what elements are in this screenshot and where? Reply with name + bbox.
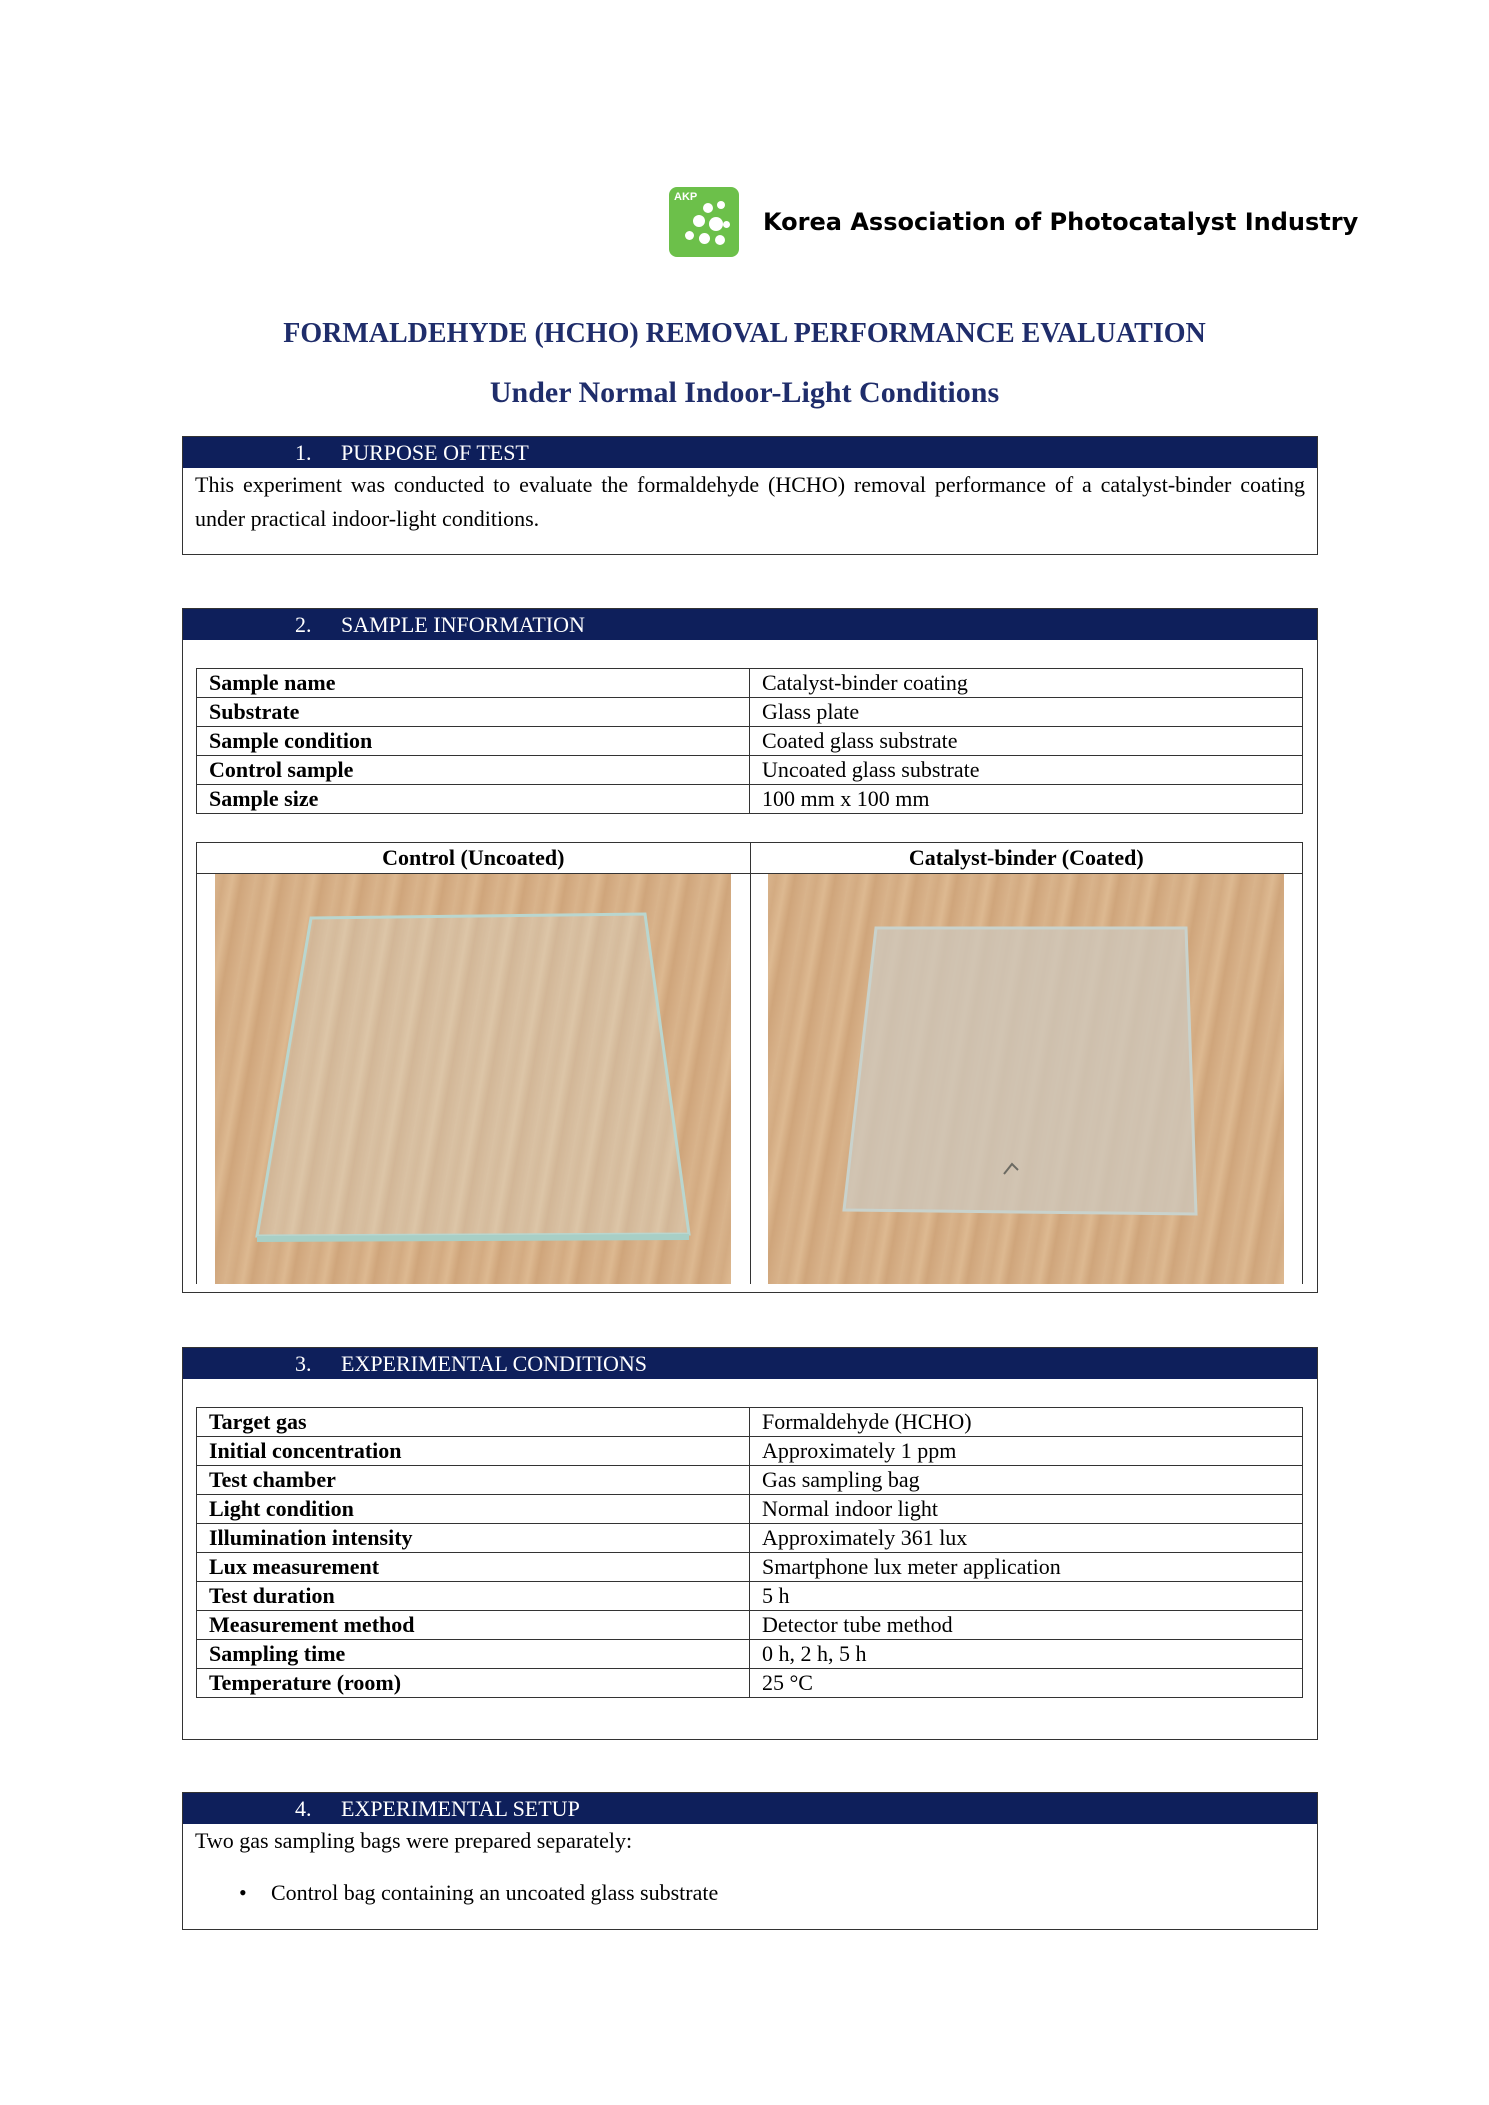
section-purpose	[182, 436, 1318, 555]
row-key: Illumination intensity	[197, 1524, 750, 1553]
table-row	[197, 1582, 1303, 1611]
conditions-table	[196, 1407, 1303, 1698]
coated-glass-photo	[768, 874, 1284, 1284]
logo-dot	[723, 221, 730, 228]
row-key: Lux measurement	[197, 1553, 750, 1582]
section-title: EXPERIMENTAL SETUP	[341, 1796, 580, 1821]
table-row	[197, 1524, 1303, 1553]
row-value: 100 mm x 100 mm	[750, 785, 1303, 814]
purpose-text: This experiment was conducted to evaluate the formaldehyde (HCHO) removal performance of a catalyst-binder coating under practical indoor-light conditions.	[195, 472, 1305, 531]
section-number: 2.	[295, 612, 312, 637]
row-value: Gas sampling bag	[750, 1466, 1303, 1495]
table-row	[197, 1611, 1303, 1640]
row-key: Test duration	[197, 1582, 750, 1611]
row-value: Approximately 361 lux	[750, 1524, 1303, 1553]
row-key: Light condition	[197, 1495, 750, 1524]
table-row	[197, 669, 1303, 698]
bullet-icon: •	[239, 1880, 247, 1905]
section-heading	[183, 609, 1317, 640]
row-key: Initial concentration	[197, 1437, 750, 1466]
row-key: Target gas	[197, 1408, 750, 1437]
table-row	[197, 1437, 1303, 1466]
section-experimental-conditions	[182, 1347, 1318, 1740]
row-key: Measurement method	[197, 1611, 750, 1640]
logo-dot	[685, 231, 694, 240]
section-number: 3.	[295, 1351, 312, 1376]
sample-info-table	[196, 668, 1303, 814]
organization-name: Korea Association of Photocatalyst Industry	[763, 208, 1359, 236]
logo-dot	[699, 233, 710, 244]
logo-dot	[703, 203, 713, 213]
row-value: Glass plate	[750, 698, 1303, 727]
logo-text: AKP	[674, 191, 698, 203]
table-row	[197, 785, 1303, 814]
logo-dot	[693, 215, 705, 227]
section-number: 1.	[295, 440, 312, 465]
table-row	[197, 1640, 1303, 1669]
section-experimental-setup	[182, 1792, 1318, 1930]
logo-dot	[715, 235, 725, 245]
row-value: Approximately 1 ppm	[750, 1437, 1303, 1466]
section-title: SAMPLE INFORMATION	[341, 612, 585, 637]
sample-photos	[196, 842, 1303, 1284]
table-row	[197, 1495, 1303, 1524]
row-value: Coated glass substrate	[750, 727, 1303, 756]
control-glass-photo	[215, 874, 731, 1284]
photo-label: Control (Uncoated)	[197, 843, 750, 874]
list-item-text: Control bag containing an uncoated glass substrate	[271, 1880, 719, 1905]
photo-label: Catalyst-binder (Coated)	[751, 843, 1303, 874]
section-heading	[183, 1793, 1317, 1824]
row-key: Sample condition	[197, 727, 750, 756]
akp-logo	[669, 187, 739, 257]
glass-plate-icon	[768, 874, 1284, 1284]
table-row	[197, 756, 1303, 785]
section-title: PURPOSE OF TEST	[341, 440, 529, 465]
table-row	[197, 698, 1303, 727]
table-row	[197, 727, 1303, 756]
row-value: Catalyst-binder coating	[750, 669, 1303, 698]
row-key: Temperature (room)	[197, 1669, 750, 1698]
row-value: Detector tube method	[750, 1611, 1303, 1640]
row-value: Normal indoor light	[750, 1495, 1303, 1524]
table-row	[197, 1466, 1303, 1495]
setup-text: Two gas sampling bags were prepared separately:	[195, 1828, 633, 1853]
glass-plate-icon	[215, 874, 731, 1284]
row-key: Test chamber	[197, 1466, 750, 1495]
document-header	[669, 186, 1359, 258]
row-key: Substrate	[197, 698, 750, 727]
row-key: Sample name	[197, 669, 750, 698]
table-row	[197, 1408, 1303, 1437]
list-item	[183, 1876, 1317, 1910]
row-key: Sample size	[197, 785, 750, 814]
row-value: Formaldehyde (HCHO)	[750, 1408, 1303, 1437]
row-value: 5 h	[750, 1582, 1303, 1611]
section-heading	[183, 1348, 1317, 1379]
section-heading	[183, 437, 1317, 468]
section-number: 4.	[295, 1796, 312, 1821]
photo-column-coated	[750, 843, 1303, 1284]
table-row	[197, 1669, 1303, 1698]
row-value: 25 °C	[750, 1669, 1303, 1698]
document-title: FORMALDEHYDE (HCHO) REMOVAL PERFORMANCE EVALUATION	[283, 318, 1206, 349]
section-sample-information	[182, 608, 1318, 1293]
row-key: Sampling time	[197, 1640, 750, 1669]
logo-dot	[717, 201, 725, 209]
logo-dot	[709, 217, 723, 231]
section-title: EXPERIMENTAL CONDITIONS	[341, 1351, 648, 1376]
table-row	[197, 1553, 1303, 1582]
photo-column-control	[197, 843, 750, 1284]
row-value: Uncoated glass substrate	[750, 756, 1303, 785]
document-subtitle: Under Normal Indoor-Light Conditions	[489, 376, 1000, 409]
row-key: Control sample	[197, 756, 750, 785]
row-value: 0 h, 2 h, 5 h	[750, 1640, 1303, 1669]
row-value: Smartphone lux meter application	[750, 1553, 1303, 1582]
